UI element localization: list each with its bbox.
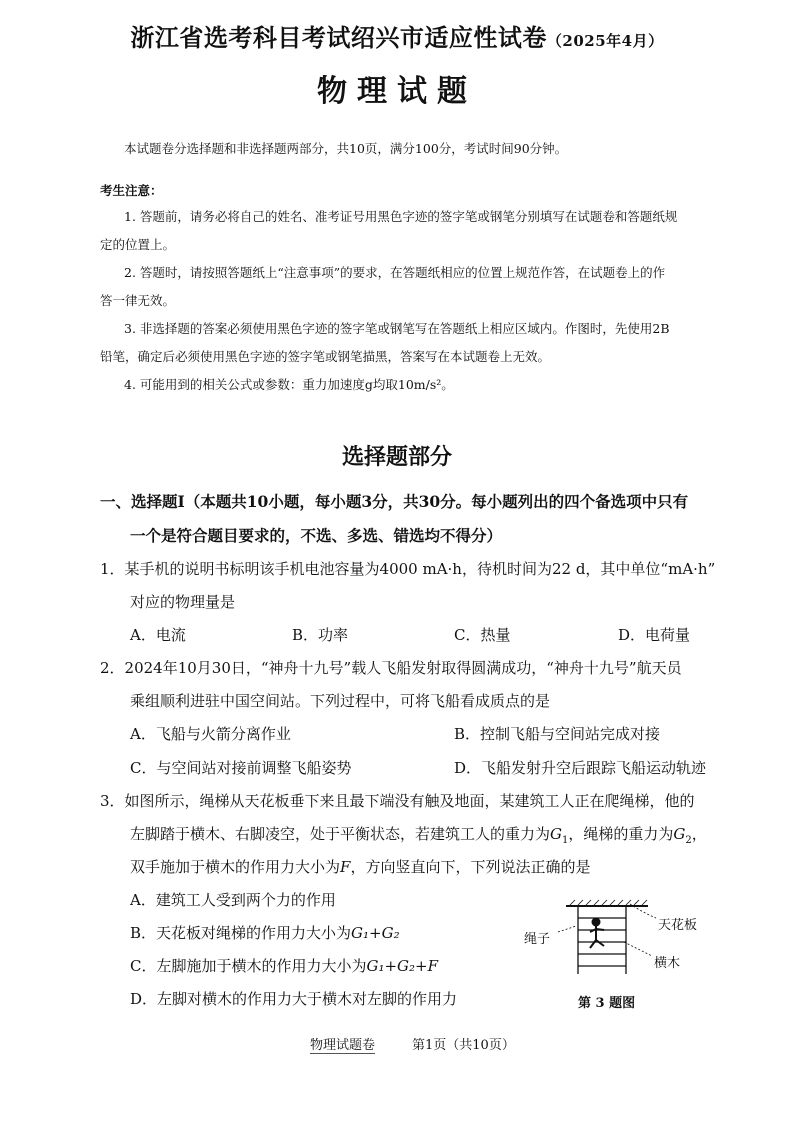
- exam-title-text: 浙江省选考科目考试绍兴市适应性试卷: [130, 23, 547, 52]
- q1-option-a: A．电流: [130, 626, 186, 644]
- q3-symbol-g1: G: [550, 825, 562, 843]
- q1-option-d: D．电荷量: [618, 626, 691, 644]
- q1-stem-line1: 1．某手机的说明书标明该手机电池容量为4000 mA·h，待机时间为22 d，其中单位“mA·h”: [100, 560, 716, 578]
- q1-option-b: B．功率: [292, 626, 349, 644]
- rung-leader: [624, 942, 652, 956]
- notice-line-7: 4. 可能用到的相关公式或参数：重力加速度g均取10m/s²。: [124, 377, 454, 392]
- rope-leader: [558, 926, 576, 932]
- q3-text-3b: ，方向竖直向下，下列说法正确的是: [350, 858, 591, 876]
- notice-line-6: 铅笔，确定后必须使用黑色字迹的签字笔或钢笔描黑，答案写在本试题卷上无效。: [100, 349, 551, 364]
- q1-stem-line2: 对应的物理量是: [130, 593, 236, 611]
- q2-option-d: D．飞船发射升空后跟踪飞船运动轨迹: [454, 759, 707, 777]
- footer-left: 物理试题卷: [310, 1034, 375, 1054]
- notice-line-4: 答一律无效。: [100, 293, 176, 308]
- notice-line-3: 2. 答题时，请按照答题纸上“注意事项”的要求，在答题纸相应的位置上规范作答，在试题卷上的作: [124, 265, 666, 280]
- q3-text-2b: ，绳梯的重力为: [568, 825, 674, 843]
- q2-stem-line2: 乘组顺利进驻中国空间站。下列过程中，可将飞船看成质点的是: [130, 692, 551, 710]
- figure-caption: 第 3 题图: [578, 996, 636, 1011]
- q3-option-b-text: B．天花板对绳梯的作用力大小为: [130, 924, 352, 942]
- q3-text-2c: ，: [691, 825, 707, 843]
- q3-subscript-1: 1: [562, 835, 569, 846]
- q2-option-c: C．与空间站对接前调整飞船姿势: [130, 759, 352, 777]
- q3-option-a: A．建筑工人受到两个力的作用: [130, 891, 336, 909]
- figure-label-ceiling: 天花板: [658, 918, 698, 933]
- exam-date: （2025年4月）: [546, 32, 664, 50]
- q3-symbol-g2: G: [673, 825, 686, 843]
- q3-option-b-formula: G₁+G₂: [351, 924, 400, 942]
- notice-line-5: 3. 非选择题的答案必须使用黑色字迹的签字笔或钢笔写在答题纸上相应区域内。作图时，先使用2B: [124, 321, 670, 336]
- q3-text-3a: 双手施加于横木的作用力大小为: [130, 858, 341, 876]
- figure-label-rope: 绳子: [524, 932, 551, 947]
- figure-label-rung: 横木: [654, 956, 681, 971]
- section-title: 选择题部分: [341, 444, 452, 470]
- intro-text: 本试题卷分选择题和非选择题两部分，共10页，满分100分，考试时间90分钟。: [124, 141, 568, 156]
- subject-title: 物理试题: [317, 74, 477, 109]
- q2-option-b: B．控制飞船与空间站完成对接: [454, 725, 661, 743]
- q3-symbol-f: F: [340, 858, 351, 876]
- exam-title: [0, 18, 794, 53]
- ladder-rungs: [578, 918, 626, 966]
- notice-line-2: 定的位置上。: [100, 237, 176, 252]
- q3-option-b: [130, 922, 400, 943]
- q3-text-2a: 左脚踏于横木、右脚凌空，处于平衡状态，若建筑工人的重力为: [130, 825, 551, 843]
- q2-option-a: A．飞船与火箭分离作业: [130, 725, 291, 743]
- q3-stem-line1: 3．如图所示，绳梯从天花板垂下来且最下端没有触及地面，某建筑工人正在爬绳梯，他的: [100, 792, 695, 810]
- part1-instructions-line2: 一个是符合题目要求的，不选、多选、错选均不得分）: [130, 526, 503, 545]
- ceiling-hatch: [570, 900, 647, 905]
- footer-page: 第1页（共10页）: [412, 1038, 515, 1053]
- q3-stem-line3: [130, 856, 590, 877]
- q3-subscript-2: 2: [685, 835, 692, 846]
- q2-stem-line1: 2．2024年10月30日，“神舟十九号”载人飞船发射取得圆满成功，“神舟十九号”航天员: [100, 659, 682, 677]
- q3-option-c: [130, 955, 438, 976]
- q3-stem-line2: [130, 823, 707, 846]
- q3-option-d: D．左脚对横木的作用力大于横木对左脚的作用力: [130, 990, 458, 1008]
- worker-figure: [590, 919, 604, 949]
- part1-instructions-line1: 一、选择题Ⅰ（本题共10小题，每小题3分，共30分。每小题列出的四个备选项中只有: [100, 492, 689, 511]
- q3-option-c-text: C．左脚施加于横木的作用力大小为: [130, 957, 367, 975]
- notice-heading: 考生注意：: [100, 183, 163, 198]
- notice-line-1: 1. 答题前，请务必将自己的姓名、准考证号用黑色字迹的签字笔或钢笔分别填写在试题卷和答题纸规: [124, 209, 678, 224]
- q3-option-c-formula: G₁+G₂+F: [366, 957, 439, 975]
- q1-option-c: C．热量: [454, 626, 511, 644]
